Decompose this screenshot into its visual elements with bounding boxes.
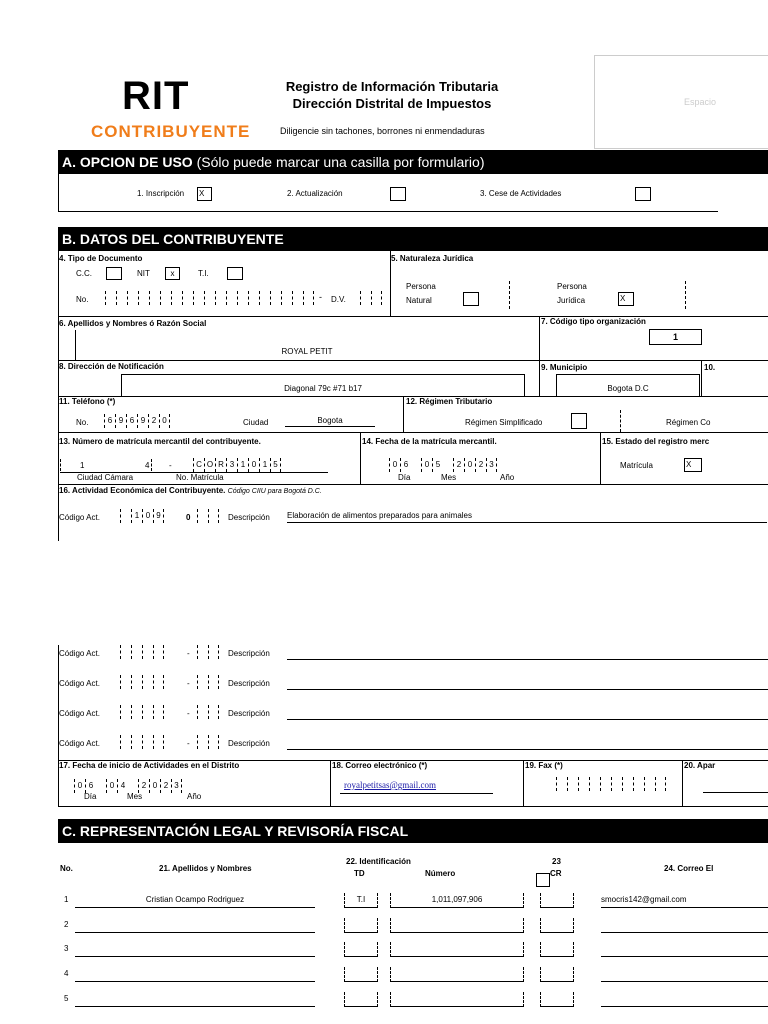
rep-row-td[interactable] [344,992,378,1007]
rep-row-number-id[interactable] [390,967,524,982]
field-5-label: 5. Naturaleza Jurídica [391,254,474,263]
rep-row-email[interactable] [601,969,768,982]
col-23-header: 23 [552,857,561,866]
section-b-bar [58,227,768,251]
section-c-bar [58,819,768,843]
date-digit[interactable]: 0 [421,458,432,472]
field-6-7-divider [539,316,540,360]
field-13-14-divider [360,432,361,484]
field-16-title: 16. Actividad Económica del Contribuyente. [59,486,226,495]
rep-row-cr[interactable] [540,942,574,957]
act-code-digit[interactable]: 1 [131,509,142,523]
col-cr-checkbox[interactable] [536,873,550,887]
phone-digit[interactable]: 9 [115,414,126,428]
date-digit[interactable]: 0 [74,779,85,793]
rep-row-cr[interactable] [540,992,574,1007]
act-desc-value[interactable]: Elaboración de alimentos preparados para animales [287,511,767,523]
ti-checkbox[interactable] [227,267,243,280]
logo-contribuyente: CONTRIBUYENTE [91,122,251,141]
header-title-2: Dirección Distrital de Impuestos [292,96,492,111]
persona-natural-label-1: Persona [406,282,436,291]
date14-ano-label: Año [500,473,515,482]
date14-mes-label: Mes [441,473,457,482]
field-11-label: 11. Teléfono (*) [59,397,116,406]
act-code-digit[interactable]: 0 [142,509,153,523]
dv-label: D.V. [331,295,346,304]
extra-act-code-label: Código Act. [59,739,100,748]
header-note: Diligencie sin tachones, borrones ni enmendaduras [280,126,485,136]
extra-act-code-cells[interactable] [120,645,164,659]
field-18-19-divider [523,760,524,806]
field-14-label: 14. Fecha de la matrícula mercantil. [362,437,497,446]
matricula-label: Matrícula [620,461,653,470]
mat-4-value: 4 [145,461,150,470]
extra-act-desc-label: Descripción [228,709,270,718]
phone-digit[interactable]: 6 [126,414,137,428]
col-email-header: 24. Correo El [664,864,714,873]
date17-mes-label: Mes [127,792,143,801]
act-code-digit[interactable]: 9 [153,509,164,523]
field-17-label: 17. Fecha de inicio de Actividades en el Distrito [59,761,240,770]
section-a-bar [58,150,768,174]
col-id-header: 22. Identificación [346,857,411,866]
matricula-cells[interactable] [193,458,281,472]
date17-ano-label: Año [187,792,202,801]
date-digit[interactable]: 3 [486,458,497,472]
field-20-label: 20. Apar [684,761,716,770]
field-9-label: 9. Municipio [541,363,588,372]
extra-act-desc-label: Descripción [228,649,270,658]
field-20-underline [703,792,768,793]
field-18-label: 18. Correo electrónico (*) [332,761,428,770]
section-a-title: A. OPCION DE USO [62,154,193,170]
col-td-header: TD [354,869,365,878]
extra-act-code-cells[interactable] [120,705,164,719]
act-code-cells[interactable] [120,509,164,523]
stamp-box [594,55,768,149]
phone-digit[interactable]: 0 [159,414,170,428]
field-9-value: Bogota D.C [607,384,649,393]
option-cese-label: 3. Cese de Actividades [480,189,562,198]
field-13-label: 13. Número de matrícula mercantil del contribuyente. [59,437,261,446]
col-no-header: No. [60,864,73,873]
extra-act-desc-label: Descripción [228,739,270,748]
mat-camara-right [151,459,152,471]
naturaleza-divider-2 [685,281,686,309]
act-code-tail-cells[interactable] [197,509,219,523]
doc-number-cells[interactable] [105,291,314,305]
field-14-15-divider [600,432,601,484]
rep-row-td[interactable] [344,942,378,957]
fax-cells[interactable] [556,777,666,791]
cc-checkbox[interactable] [106,267,122,280]
rep-row-email[interactable] [601,920,768,933]
extra-act-dash: - [187,709,190,718]
field-17-18-divider [330,760,331,806]
act-code-label: Código Act. [59,513,100,522]
rep-row-name[interactable] [75,994,315,1007]
persona-juridica-checkbox[interactable]: X [618,292,634,306]
row-16-top-border [58,484,768,485]
nit-label: NIT [137,269,150,278]
rep-row-td[interactable] [344,918,378,933]
rep-row-cr[interactable] [540,893,574,908]
rep-row-number-id[interactable] [390,918,524,933]
field-4-label: 4. Tipo de Documento [59,254,143,263]
persona-natural-label-2: Natural [406,296,432,305]
rep-row-number-id[interactable]: 1,011,097,906 [390,893,524,908]
regimen-divider [620,410,621,432]
extra-act-code-tail-cells[interactable] [197,645,219,659]
doc-number-label: No. [76,295,89,304]
email-value[interactable]: royalpetitsas@gmail.com [344,780,437,790]
ciudad-value[interactable]: Bogota [285,416,375,427]
date-digit[interactable]: 0 [464,458,475,472]
field-11-12-divider [403,396,404,432]
act-code-digit[interactable] [120,509,131,523]
rep-row-number-id[interactable] [390,992,524,1007]
rep-row-number: 1 [64,895,69,904]
field-16-label [59,486,322,495]
rep-row-cr[interactable] [540,967,574,982]
date-digit[interactable]: 3 [171,779,182,793]
nit-checkbox[interactable]: x [165,267,180,280]
extra-act-desc-label: Descripción [228,679,270,688]
rep-row-name[interactable] [75,920,315,933]
dv-dash: - [319,292,322,302]
matricula-digit[interactable]: 1 [237,458,248,472]
ciudad-label: Ciudad [243,418,269,427]
col-name-header: 21. Apellidos y Nombres [159,864,252,873]
field-15-label: 15. Estado del registro merc [602,437,710,446]
matricula-digit[interactable]: 5 [270,458,281,472]
section-c-title: C. REPRESENTACIÓN LEGAL Y REVISORÍA FISCAL [62,823,409,839]
date-digit[interactable]: 2 [453,458,464,472]
persona-juridica-label-2: Jurídica [557,296,586,305]
extra-act-code-label: Código Act. [59,679,100,688]
phone-no-label: No. [76,418,89,427]
rep-row-email[interactable] [601,944,768,957]
extra-act-code-tail-cells[interactable] [197,735,219,749]
act-desc-label: Descripción [228,513,270,522]
date-digit[interactable]: 0 [149,779,160,793]
persona-natural-checkbox[interactable] [463,292,479,306]
rep-row-cr[interactable] [540,918,574,933]
option-cese-checkbox[interactable] [635,187,651,201]
extra-act-code-tail-cells[interactable] [197,705,219,719]
ti-label: T.I. [198,269,209,278]
date-digit[interactable]: 4 [117,779,128,793]
matricula-digit[interactable]: 3 [226,458,237,472]
ciudad-camara-label: Ciudad Cámara [77,473,134,482]
date14-dia-label: Día [398,473,411,482]
option-actualizacion-label: 2. Actualización [287,189,343,198]
regimen-simplificado-label: Régimen Simplificado [465,418,543,427]
rep-row-td[interactable]: T.I [344,893,378,908]
option-inscripcion-checkbox[interactable]: X [197,187,212,201]
date-digit[interactable]: 2 [160,779,171,793]
extra-act-desc-line[interactable] [287,659,768,660]
date-digit[interactable]: 6 [85,779,96,793]
field-8-value: Diagonal 79c #71 b17 [284,384,362,393]
field-8-label: 8. Dirección de Notificación [59,362,164,371]
rep-row-email[interactable] [601,994,768,1007]
regimen-comun-label: Régimen Co [666,418,711,427]
date-14-cells[interactable] [389,458,497,472]
mat-camara-left [60,459,61,471]
matricula-checkbox[interactable]: X [684,458,702,472]
field-6-value[interactable]: ROYAL PETIT [281,347,333,356]
extra-act-dash: - [187,649,190,658]
phone-digit[interactable]: 9 [137,414,148,428]
matricula-digit[interactable]: C [193,458,204,472]
rep-row-name[interactable] [75,944,315,957]
section-a-bottom-border [58,211,718,212]
row-8-top-border [58,360,768,361]
phone-cells[interactable] [104,414,170,428]
date-digit[interactable]: 2 [475,458,486,472]
header-title-1: Registro de Información Tributaria [285,79,499,94]
regimen-simplificado-checkbox[interactable] [571,413,587,429]
option-actualizacion-checkbox[interactable] [390,187,406,201]
no-matricula-label: No. Matrícula [176,473,224,482]
matricula-digit[interactable]: 1 [259,458,270,472]
rep-row-number: 5 [64,994,69,1003]
cc-label: C.C. [76,269,92,278]
date-digit[interactable]: 5 [432,458,443,472]
naturaleza-divider-1 [509,281,510,309]
extra-act-code-tail-cells[interactable] [197,675,219,689]
extra-act-code-cells[interactable] [120,735,164,749]
extra-act-code-label: Código Act. [59,709,100,718]
col-num-header: Número [425,869,456,878]
mat-dash: - [169,461,172,470]
rep-row-name[interactable] [75,969,315,982]
rep-row-name[interactable]: Cristian Ocampo Rodriguez [75,895,315,908]
date-digit[interactable]: 2 [138,779,149,793]
phone-digit[interactable]: 6 [104,414,115,428]
rep-row-number-id[interactable] [390,942,524,957]
field-6-label: 6. Apellidos y Nombres ó Razón Social [59,319,207,328]
row-13-top-border [58,432,768,433]
extra-act-dash: - [187,679,190,688]
field-19-label: 19. Fax (*) [525,761,563,770]
mat-camara-value: 1 [80,461,85,470]
extra-act-desc-line[interactable] [287,719,768,720]
field-7-label: 7. Código tipo organización [541,317,646,326]
matricula-digit[interactable]: 0 [248,458,259,472]
extra-act-code-cells[interactable] [120,675,164,689]
field-7-value[interactable]: 1 [649,329,702,345]
field-9-10-divider [701,360,702,396]
matricula-digit[interactable]: R [215,458,226,472]
extra-act-code-label: Código Act. [59,649,100,658]
col-cr-header: CR [550,869,562,878]
row-6-top-border [58,316,768,317]
field-12-label: 12. Régimen Tributario [406,397,493,406]
extra-act-desc-line[interactable] [287,749,768,750]
dv-cells[interactable] [360,291,382,305]
email-underline [340,793,493,794]
logo-rit: RIT [122,74,190,118]
section-a-left-border [58,174,59,212]
date-digit[interactable]: 0 [106,779,117,793]
date17-dia-label: Día [84,792,97,801]
matricula-digit[interactable]: O [204,458,215,472]
date-digit[interactable]: 6 [400,458,411,472]
rep-row-email[interactable]: smocris142@gmail.com [601,895,768,908]
act-code-tail: 0 [186,513,191,522]
extra-act-dash: - [187,739,190,748]
extra-act-desc-line[interactable] [287,689,768,690]
option-inscripcion-label: 1. Inscripción [137,189,185,198]
date-17-cells[interactable] [74,779,182,793]
field-8-9-divider [539,360,540,396]
section-b-bottom-border [58,806,768,807]
field-19-20-divider [682,760,683,806]
field-10-label: 10. [704,363,716,372]
phone-digit[interactable]: 2 [148,414,159,428]
section-a-subtitle: (Sólo puede marcar una casilla por formulario) [196,154,485,170]
rep-row-number: 4 [64,969,69,978]
rep-row-number: 3 [64,944,69,953]
stamp-text: Espacio [684,97,717,107]
date-digit[interactable]: 0 [389,458,400,472]
persona-juridica-label-1: Persona [557,282,587,291]
rep-row-number: 2 [64,920,69,929]
rep-row-td[interactable] [344,967,378,982]
field-16-note: Código CIIU para Bogotá D.C. [227,488,322,495]
section-b-title: B. DATOS DEL CONTRIBUYENTE [62,231,284,247]
